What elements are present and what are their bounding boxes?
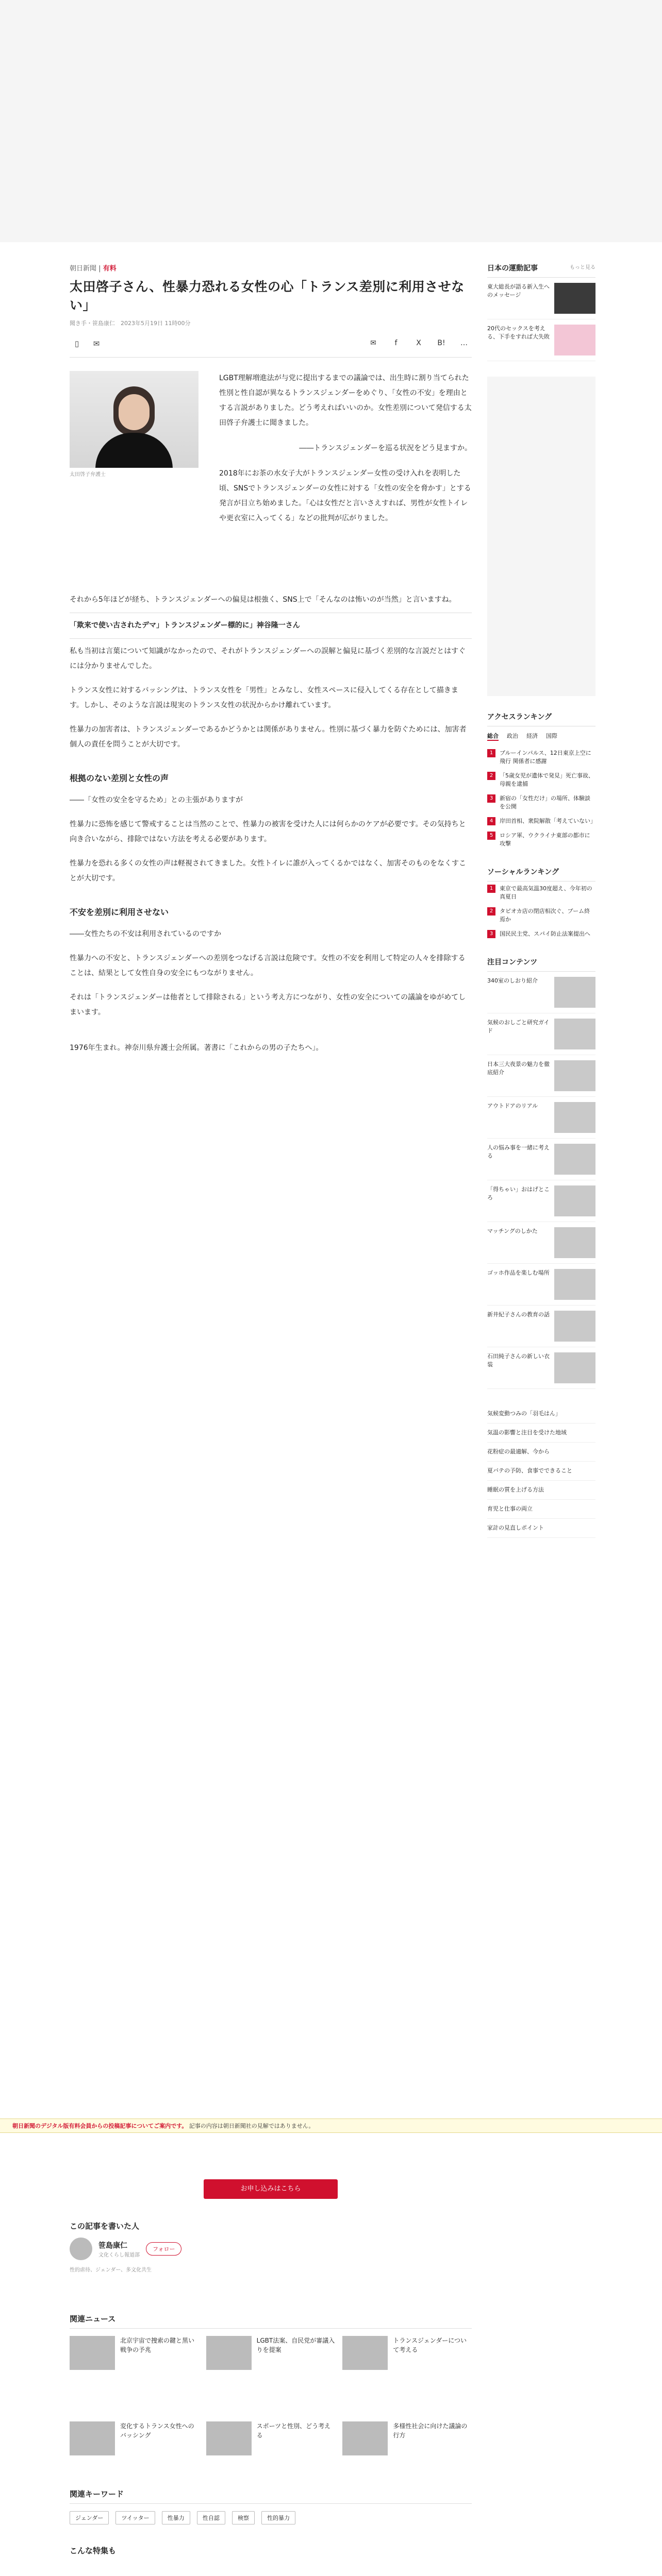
ranking-text: 「5歳女児が遺体で発見」死亡事故、母親を逮捕 — [500, 772, 594, 787]
ranking-tabs — [487, 732, 595, 741]
sidebar-link[interactable] — [487, 1481, 595, 1500]
rank-number: 3 — [487, 794, 495, 803]
sidebar-link-text: 睡眠の質を上げる方法 — [487, 1486, 544, 1493]
related-news — [70, 2313, 472, 2370]
sidebar-link[interactable] — [487, 1423, 595, 1443]
subscribe-area — [70, 2179, 472, 2199]
paragraph: トランス女性に対するバッシングは、トランス女性を「男性」とみなし、女性スペースに侵入してくる存在として描きます。しかし、そのような言説は現実のトランス女性の状況からかけ離れています。 — [70, 686, 458, 709]
ranking-title-text: アクセスランキング — [487, 713, 552, 721]
tab[interactable]: 総合 — [487, 732, 499, 741]
thumbnail — [554, 1185, 595, 1216]
attention-item[interactable] — [487, 1347, 595, 1389]
related-title: 関連ニュース — [70, 2313, 472, 2329]
paragraph: それは「トランスジェンダーは他者として排除される」という考え方につながり、女性の安全についての議論をゆがめてしまいます。 — [70, 993, 466, 1016]
related-item[interactable] — [342, 2421, 472, 2455]
social-text: 東京で最高気温30度超え、今年初の真夏日 — [500, 885, 592, 900]
related-text: 変化するトランス女性へのバッシング — [120, 2422, 194, 2439]
related-item[interactable] — [206, 2336, 336, 2370]
thumbnail — [554, 325, 595, 355]
social-text: 国民民主党、スパイ防止法案提出へ — [500, 930, 590, 937]
sidebar-link-text: 花粉症の最適解、今から — [487, 1448, 550, 1455]
question-1: ――トランスジェンダーを巡る状況をどう見ますか。 — [299, 444, 472, 452]
tab[interactable]: 国際 — [546, 733, 557, 739]
rank-number: 3 — [487, 930, 495, 938]
related-text: 多様性社会に向けた議論の行方 — [393, 2422, 468, 2439]
article-body — [70, 592, 472, 1056]
avatar — [70, 2238, 92, 2260]
ranking-item[interactable] — [487, 746, 595, 769]
sidebar-link-text: 夏バテの予防、食事でできること — [487, 1467, 572, 1474]
sidebar-link-text: 気温の影響と注目を受けた地域 — [487, 1429, 567, 1436]
notice-text: 記事の内容は朝日新聞社の見解ではありません。 — [189, 2123, 315, 2129]
top-ad-banner[interactable] — [0, 0, 662, 242]
article-tools — [70, 335, 472, 352]
x-share-icon[interactable]: X — [416, 339, 421, 347]
thumbnail — [554, 1269, 595, 1300]
paragraph: 性暴力に恐怖を感じて警戒することは当然のことで、性暴力の被害を受けた人には何らかのケアが必要です。その気持ちと向き合いながら、排除ではない方法を考える必要があります。 — [70, 820, 466, 843]
thumbnail — [554, 1102, 595, 1133]
related-item[interactable] — [206, 2421, 336, 2455]
sidebar-ad[interactable] — [487, 377, 595, 696]
paid-badge: 有料 — [103, 265, 117, 273]
keyword-tag[interactable]: ツイッター — [115, 2511, 155, 2524]
related-text: 北京宇宙で捜索の鍵と黒い戦争の予兆 — [120, 2337, 195, 2353]
sidebar-link-text: 育児と仕事の両立 — [487, 1505, 533, 1512]
sidebar-social — [487, 867, 595, 941]
tab[interactable]: 政治 — [507, 733, 518, 739]
category-link[interactable]: 朝日新聞 — [70, 265, 97, 273]
social-item[interactable] — [487, 882, 595, 904]
paragraph: 性暴力を恐れる多くの女性の声は軽視されてきました。女性トイレに誰が入ってくるかではなく、加害そのものをなくすことが大切です。 — [70, 859, 467, 883]
thumbnail — [554, 1227, 595, 1258]
attention-item[interactable] — [487, 1013, 595, 1055]
hatena-share-icon[interactable]: B! — [437, 339, 445, 347]
rank-number: 2 — [487, 772, 495, 780]
thumbnail — [554, 1352, 595, 1383]
author-card — [70, 2238, 472, 2260]
thumbnail — [206, 2336, 252, 2370]
notice-mark: 朝日新聞のデジタル版有料会員からの投稿記事についてご案内です。 — [12, 2123, 188, 2129]
sidebar-attention — [487, 957, 595, 1389]
sidebar-links — [487, 1404, 595, 1538]
keywords-title: 関連キーワード — [70, 2488, 472, 2504]
attention-text: 新井紀子さんの教育の話 — [487, 1311, 550, 1318]
follow-button[interactable]: フォロー — [146, 2242, 181, 2256]
attention-item[interactable] — [487, 1180, 595, 1222]
related-news-2 — [70, 2421, 472, 2455]
keyword-tags — [70, 2511, 472, 2524]
ranking-text: ブルーインパルス、12日東京上空に飛行 関係者に感謝 — [500, 750, 591, 765]
attention-text: マッチングのしかた — [487, 1228, 538, 1234]
author-section — [70, 2221, 472, 2273]
sidebar-title — [487, 263, 595, 278]
attention-text: 日本三大夜景の魅力を徹底紹介 — [487, 1061, 550, 1076]
ranking-item[interactable] — [487, 769, 595, 791]
sidebar-item-text: 20代のセックスを考える、下手をすれば大失敗 — [487, 325, 550, 340]
attention-item[interactable] — [487, 1222, 595, 1264]
thumbnail — [70, 2421, 115, 2455]
thumbnail — [554, 977, 595, 1008]
paragraph: 私も当初は言葉について知識がなかったので、それがトランスジェンダーへの誤解と偏見に基づく差別的な言説だとはすぐには分かりませんでした。 — [70, 647, 466, 670]
rank-number: 1 — [487, 885, 495, 893]
related-text: LGBT法案、自民党が審議入りを提案 — [256, 2337, 335, 2353]
ranking-item[interactable] — [487, 791, 595, 814]
attention-item[interactable] — [487, 1055, 595, 1097]
answer-1: 2018年にお茶の水女子大がトランスジェンダー女性の受け入れを表明した頃、SNSでトランスジェンダーの女性に対する「女性の安全を脅かす」とする発言が目立ち始めました。「心は女性だと言いさえすれば、男性が女性トイレや更衣室に入ってくる」などの批判が広がりました。 — [219, 469, 471, 522]
author-tags: 性的虐待、ジェンダー、多文化共生 — [70, 2267, 152, 2273]
subscribe-button[interactable]: お申し込みはこちら — [204, 2179, 338, 2199]
sidebar-title-text: 日本の運動記事 — [487, 264, 538, 273]
facebook-share-icon[interactable]: f — [394, 339, 398, 347]
thumbnail — [206, 2421, 252, 2455]
question: ――女性たちの不安は利用されているのですか — [70, 930, 221, 938]
author-name[interactable]: 笹島康仁 — [98, 2241, 127, 2250]
question: ――「女性の安全を守るため」との主張がありますが — [70, 796, 243, 804]
photo-body — [95, 433, 173, 468]
social-title-text: ソーシャルランキング — [487, 868, 559, 876]
author-section-title: この記事を書いた人 — [70, 2222, 140, 2231]
paragraph: 性暴力への不安と、トランスジェンダーへの差別をつなげる言説は危険です。女性の不安を利用して特定の人々を排除することは、結果として女性自身の安全にもつながりません。 — [70, 954, 466, 977]
ranking-text: ロシア軍、ウクライナ東部の都市に攻撃 — [500, 832, 590, 847]
section-heading: 不安を差別に利用させない — [70, 907, 169, 917]
sidebar-item[interactable] — [487, 278, 595, 319]
mail-share-icon[interactable]: ✉ — [370, 339, 376, 347]
attention-text: 340室のしおり紹介 — [487, 977, 538, 984]
sidebar-item[interactable] — [487, 319, 595, 361]
sidebar-link[interactable] — [487, 1462, 595, 1481]
sidebar-link[interactable] — [487, 1500, 595, 1519]
rank-number: 5 — [487, 832, 495, 840]
social-item[interactable] — [487, 927, 595, 941]
thumbnail — [554, 283, 595, 314]
social-text: タピオカ店の閉店相次ぐ、ブーム終焉か — [500, 908, 590, 923]
keyword-tag[interactable]: 検察 — [232, 2511, 255, 2524]
lead-text: LGBT理解増進法が与党に提出するまでの議論では、出生時に割り当てられた性別と性自認が異なるトランスジェンダーをめぐり、「女性の不安」を理由とする言説がありました。どう考えればいいのか。女性差別について発信する太田啓子弁護士に聞きました。 — [219, 374, 472, 427]
sidebar-link-text: 気候変動つみの「羽毛はん」 — [487, 1410, 561, 1417]
keyword-tag[interactable]: 性暴力 — [162, 2511, 190, 2524]
attention-item[interactable] — [487, 1264, 595, 1306]
related-item[interactable] — [342, 2336, 472, 2370]
keyword-tag[interactable]: ジェンダー — [70, 2511, 109, 2524]
social-item[interactable] — [487, 904, 595, 927]
paragraph: 性暴力の加害者は、トランスジェンダーであるかどうかとは関係がありません。性別に基づく暴力を防ぐためには、加害者個人の責任を問うことが大切です。 — [70, 725, 467, 749]
sidebar-link[interactable] — [487, 1443, 595, 1462]
notice-bar — [0, 2119, 662, 2133]
thumbnail — [70, 2336, 115, 2370]
ranking-text: 岸田首相、衆院解散「考えていない」 — [500, 818, 596, 824]
share-buttons — [358, 335, 472, 351]
attention-item[interactable] — [487, 972, 595, 1013]
attention-text: ゴッホ作品を楽しむ場所 — [487, 1269, 550, 1276]
keyword-tag[interactable]: 性自認 — [197, 2511, 225, 2524]
sidebar-link-text: 家計の見直しポイント — [487, 1524, 544, 1531]
thumbnail — [554, 1311, 595, 1342]
thumbnail — [554, 1060, 595, 1091]
ranking-item[interactable] — [487, 828, 595, 851]
divider — [70, 357, 472, 358]
ranking-text: 新宿の「女性だけ」の場所、体験談を公開 — [500, 795, 590, 810]
author-photo — [70, 371, 198, 468]
sidebar-recommended — [487, 263, 595, 361]
related-item[interactable] — [70, 2421, 199, 2455]
author-profile-text: 1976年生まれ。神奈川県弁護士会所属。著書に「これからの男の子たちへ」。 — [70, 1044, 323, 1052]
also-title: こんな特集も — [70, 2546, 117, 2555]
attention-item[interactable] — [487, 1097, 595, 1139]
more-share-icon[interactable]: … — [460, 339, 468, 347]
comment-icon[interactable]: ✉ — [93, 339, 100, 348]
related-grid — [70, 2336, 472, 2370]
article-lead — [219, 371, 472, 526]
thumbnail — [554, 1019, 595, 1049]
rank-number: 2 — [487, 907, 495, 916]
attention-item[interactable] — [487, 1139, 595, 1180]
more-link[interactable]: もっと見る — [570, 265, 595, 270]
article-meta: 朝日新聞 | 有料 — [70, 265, 117, 273]
sidebar-item-text: 東大総長が語る新入生へのメッセージ — [487, 283, 550, 298]
rank-number: 1 — [487, 749, 495, 757]
thumbnail — [554, 1144, 595, 1175]
sidebar-link[interactable] — [487, 1404, 595, 1423]
photo-face — [119, 394, 150, 430]
paragraph: それから5年ほどが経ち、トランスジェンダーへの偏見は根強く、SNS上で「そんなのは怖いのが当然」と言いますね。 — [70, 596, 456, 604]
related-grid — [70, 2421, 472, 2455]
attention-text: 「得ちゃい」おはげところ — [487, 1186, 550, 1201]
thumbnail — [342, 2421, 388, 2455]
sidebar-ranking — [487, 711, 595, 851]
attention-text: アウトドアのリアル — [487, 1103, 538, 1109]
sidebar-link[interactable] — [487, 1519, 595, 1538]
attention-text: 人の悩み事を一緒に考える — [487, 1144, 550, 1159]
bookmark-icon[interactable]: ▯ — [74, 339, 79, 348]
divider — [70, 638, 472, 639]
sidebar — [487, 263, 595, 1553]
related-text: トランスジェンダーについて考える — [393, 2337, 467, 2353]
tab[interactable]: 経済 — [526, 733, 538, 739]
attention-text: 石田純子さんの新しい衣装 — [487, 1353, 550, 1368]
photo-caption: 太田啓子弁護士 — [70, 472, 106, 478]
thumbnail — [342, 2336, 388, 2370]
attention-title — [487, 957, 595, 972]
related-text: スポーツと性別、どう考える — [256, 2422, 331, 2439]
ranking-title — [487, 711, 595, 726]
article-byline: 聞き手・笹島康仁 2023年5月19日 11時00分 — [70, 320, 191, 327]
keyword-tag[interactable]: 性的暴力 — [261, 2511, 295, 2524]
attention-text: 気候のおしごと研究ガイド — [487, 1019, 550, 1034]
author-role: 文化くらし報道部 — [98, 2252, 140, 2258]
related-item[interactable] — [70, 2336, 199, 2370]
rank-number: 4 — [487, 817, 495, 825]
social-title — [487, 867, 595, 882]
attention-title-text: 注目コンテンツ — [487, 958, 538, 967]
ranking-item[interactable] — [487, 814, 595, 828]
section-heading: 根拠のない差別と女性の声 — [70, 773, 169, 783]
article-title: 太田啓子さん、性暴力恐れる女性の心「トランス差別に利用させない」 — [70, 279, 465, 313]
related-link[interactable]: 「欺来で使い古されたデマ」トランスジェンダー標的に」神谷隆一さん — [70, 621, 300, 630]
keywords-section — [70, 2488, 472, 2556]
attention-item[interactable] — [487, 1306, 595, 1347]
